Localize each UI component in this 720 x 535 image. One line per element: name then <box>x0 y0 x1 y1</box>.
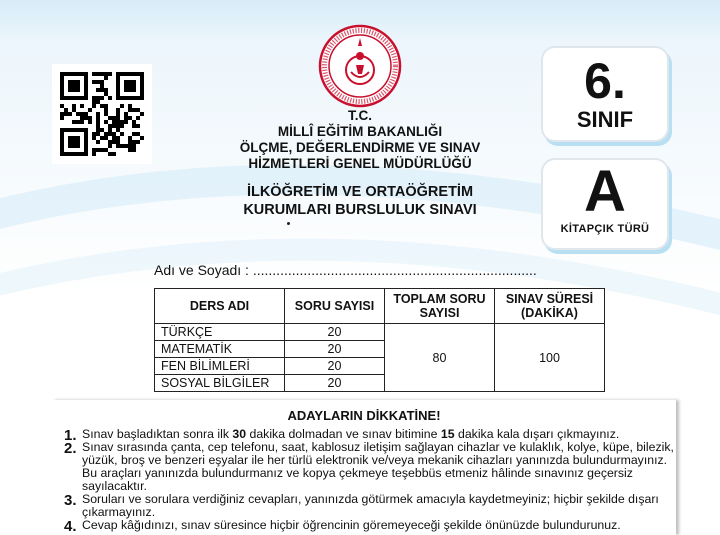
qr-code[interactable] <box>52 64 152 164</box>
count-cell: 20 <box>285 358 385 375</box>
rule-number: 1. <box>64 427 77 444</box>
notice-rule <box>64 493 674 519</box>
duration-cell: 100 <box>495 324 605 392</box>
subject-cell: SOSYAL BİLGİLER <box>155 375 285 392</box>
rule-number: 2. <box>64 440 77 457</box>
rule-text: Soruları ve sorulara verdiğiniz cevapları, yanınızda götürmek amacıyla kaydetmeyiniz; hiçbir şekilde dışarı çıkarmayınız. <box>82 492 659 519</box>
notice-rule <box>64 441 674 493</box>
rule-text: Cevap kâğıdınızı, sınav süresince hiçbir öğrencinin göremeyeceği şekilde önünüzde bulundurunuz. <box>82 518 621 532</box>
count-cell: 20 <box>285 341 385 358</box>
table-header: TOPLAM SORU SAYISI <box>385 289 495 324</box>
heading-line: MİLLÎ EĞİTİM BAKANLIĞI <box>277 124 443 139</box>
table-header-row <box>155 289 605 324</box>
name-field[interactable] <box>154 262 537 278</box>
heading-line: HİZMETLERİ GENEL MÜDÜRLÜĞÜ <box>248 156 472 171</box>
grade-label: SINIF <box>576 107 634 132</box>
heading-line: T.C. <box>347 108 372 123</box>
notice-rule <box>64 518 674 535</box>
grade-number: 6. <box>584 53 626 109</box>
grade-badge <box>541 46 669 142</box>
rule-text: Sınav sırasında çanta, cep telefonu, saat, kablosuz iletişim sağlayan cihazlar ve kulaklık, kolye, küpe, bilezik, yüzük, broş ve benzeri eşyalar ile her türlü elektronik ve/veya mekanik cihazları yanınızda bulundurmayınız. Bu araçları yanınızda bulundurmanız ve kopya çekmeye teşebbüs etmeniz hâlinde sınavınız geçersiz sayılacaktır. <box>82 440 674 493</box>
table-row <box>155 324 605 341</box>
subject-cell: TÜRKÇE <box>155 324 285 341</box>
ministry-seal-icon <box>318 24 402 108</box>
heading-line: ÖLÇME, DEĞERLENDİRME VE SINAV <box>239 140 481 155</box>
qr-code-icon <box>60 72 144 156</box>
name-field-blank[interactable]: ......................................................................... <box>252 262 537 278</box>
notice-title: ADAYLARIN DİKKATİNE! <box>287 408 441 423</box>
organization-heading <box>200 108 520 172</box>
candidate-notice <box>52 400 676 535</box>
print-mark <box>287 222 290 225</box>
rule-text: Sınav başladıktan sonra ilk 30 dakika dolmadan ve sınav bitimine 15 dakika kala dışarı çıkmayınız. <box>82 427 620 441</box>
rule-number: 3. <box>64 492 77 509</box>
name-field-label: Adı ve Soyadı : <box>154 262 249 278</box>
count-cell: 20 <box>285 324 385 341</box>
exam-info-table <box>154 288 605 392</box>
subject-cell: MATEMATİK <box>155 341 285 358</box>
exam-title-line: KURUMLARI BURSLULUK SINAVI <box>243 202 477 218</box>
count-cell: 20 <box>285 375 385 392</box>
table-header: DERS ADI <box>155 289 285 324</box>
booklet-letter: A <box>584 159 626 224</box>
table-header: SORU SAYISI <box>285 289 385 324</box>
rule-number: 4. <box>64 518 77 535</box>
exam-title-line: İLKÖĞRETİM VE ORTAÖĞRETİM <box>246 184 474 200</box>
exam-title <box>210 183 510 219</box>
booklet-type-badge <box>541 158 669 250</box>
booklet-type-label: KİTAPÇIK TÜRÜ <box>560 223 650 235</box>
subject-cell: FEN BİLİMLERİ <box>155 358 285 375</box>
total-cell: 80 <box>385 324 495 392</box>
table-header: SINAV SÜRESİ (DAKİKA) <box>495 289 605 324</box>
